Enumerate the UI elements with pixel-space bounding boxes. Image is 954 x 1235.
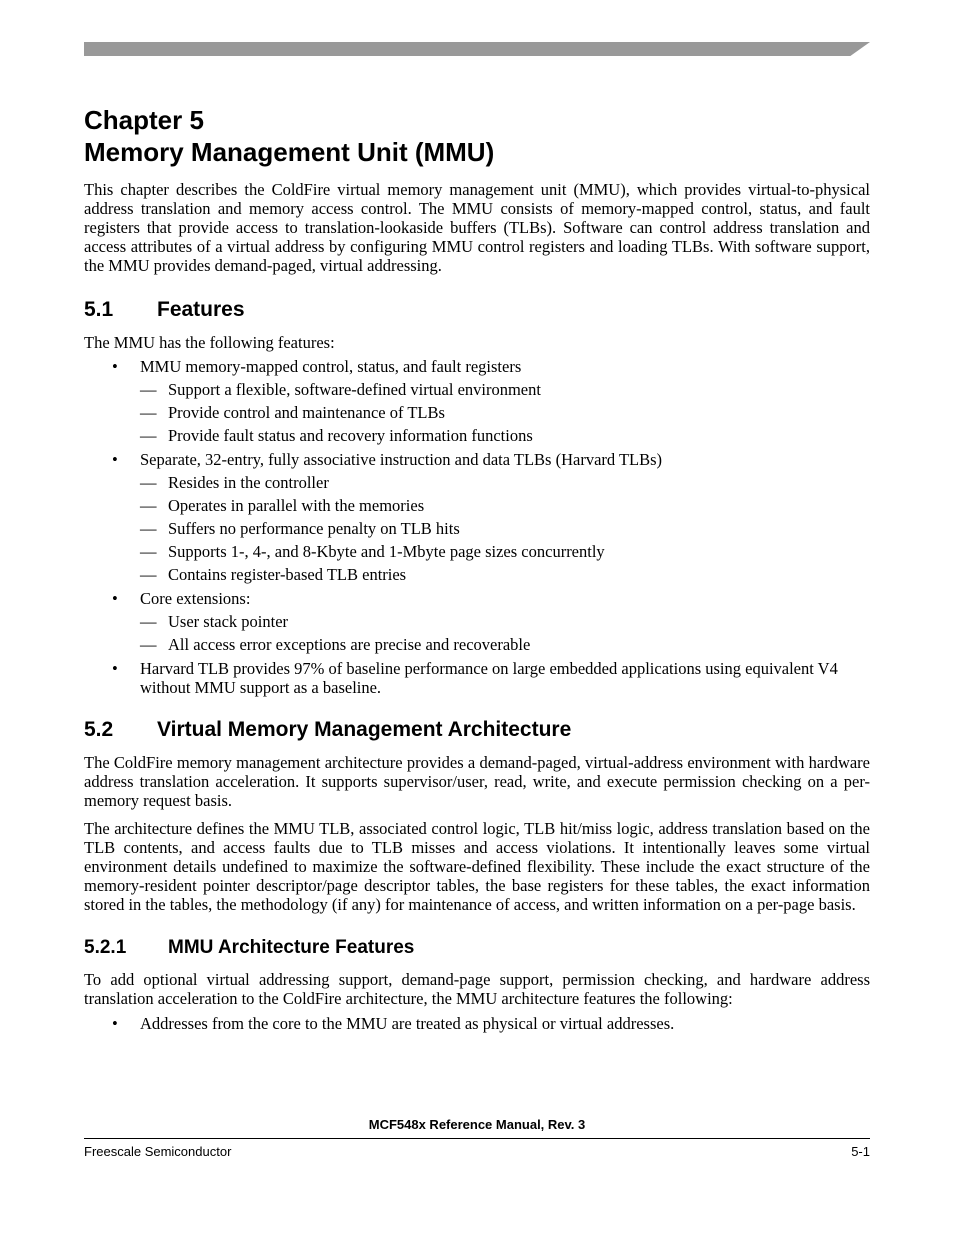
list-item: [84, 357, 870, 445]
section-heading-architecture: [84, 717, 870, 743]
bullet-mark: •: [112, 659, 118, 678]
dash-mark: —: [140, 426, 157, 445]
sub-list-item: [140, 380, 870, 399]
intro-paragraph: This chapter describes the ColdFire virtual memory management unit (MMU), which provides virtual-to-physical address translation and memory access control. The MMU consists of memory-mapped control, status, and fault registers that provide access to translation-lookaside buffers (TLBs). Software can control address translation and access attributes of a virtual address by configuring MMU control registers and loading TLBs. With software support, the MMU provides demand-paged, virtual addressing.: [84, 180, 870, 275]
section-title: Virtual Memory Management Architecture: [157, 718, 572, 741]
chapter-title: [84, 104, 870, 168]
sub-list-item-text: Support a flexible, software-defined virtual environment: [168, 380, 541, 399]
dash-mark: —: [140, 519, 157, 538]
list-item: [84, 450, 870, 584]
list-item-text: MMU memory-mapped control, status, and fault registers: [140, 357, 522, 376]
dash-mark: —: [140, 473, 157, 492]
mmu-features-paragraph: To add optional virtual addressing support, demand-page support, permission checking, and hardware address translation acceleration to the ColdFire architecture, the MMU architecture features the following:: [84, 970, 870, 1008]
list-item-text: Harvard TLB provides 97% of baseline performance on large embedded applications using equivalent V4 without MMU support as a baseline.: [140, 659, 838, 697]
sub-list-item: [140, 565, 870, 584]
bullet-mark: •: [112, 357, 118, 376]
section-heading-features: [84, 297, 870, 323]
sub-list-item: [140, 519, 870, 538]
sub-list-item: [140, 542, 870, 561]
sub-list-item-text: Operates in parallel with the memories: [168, 496, 425, 515]
list-item: [84, 1014, 870, 1033]
features-list: [84, 357, 870, 697]
sub-list-item: [140, 496, 870, 515]
dash-mark: —: [140, 565, 157, 584]
architecture-paragraph-2: The architecture defines the MMU TLB, associated control logic, TLB hit/miss logic, address translation based on the TLB contents, and access faults due to TLB misses and access violations. It intentionally leaves some virtual environment details undefined to maximize the software-defined flexibility. These include the exact structure of the memory-resident pointer descriptor/page descriptor tables, the base registers for these tables, the exact information stored in the tables, the methodology (if any) for maintenance of access, and written information on a per-page basis.: [84, 819, 870, 914]
list-item-text: Addresses from the core to the MMU are treated as physical or virtual addresses.: [140, 1014, 675, 1033]
sub-list-item-text: Supports 1-, 4-, and 8-Kbyte and 1-Mbyte page sizes concurrently: [168, 542, 605, 561]
mmu-feature-list: [84, 1014, 870, 1033]
dash-mark: —: [140, 496, 157, 515]
architecture-paragraph-1: The ColdFire memory management architecture provides a demand-paged, virtual-address environment with hardware address translation acceleration. It supports supervisor/user, read, write, and execute permission checking on a per-memory request basis.: [84, 753, 870, 810]
header-bar: [84, 42, 870, 56]
bullet-mark: •: [112, 1014, 118, 1033]
list-item: [84, 659, 870, 697]
sub-list-item-text: Provide control and maintenance of TLBs: [168, 403, 445, 422]
footer-divider: [84, 1138, 870, 1139]
features-lead: The MMU has the following features:: [84, 333, 335, 352]
list-item: [84, 589, 870, 654]
footer-page-number: 5-1: [851, 1144, 870, 1159]
sub-list-item: [140, 635, 870, 654]
section-number: 5.1: [84, 298, 114, 321]
sub-list: [140, 473, 870, 584]
dash-mark: —: [140, 380, 157, 399]
bullet-mark: •: [112, 589, 118, 608]
sub-list-item-text: Contains register-based TLB entries: [168, 565, 407, 584]
main-content: [84, 104, 870, 1033]
sub-list-item-text: User stack pointer: [168, 612, 289, 631]
sub-list-item-text: Resides in the controller: [168, 473, 329, 492]
sub-list-item: [140, 403, 870, 422]
bullet-mark: •: [112, 450, 118, 469]
sub-list: [140, 612, 870, 654]
dash-mark: —: [140, 403, 157, 422]
list-item-text: Core extensions:: [140, 589, 251, 608]
chapter-number: Chapter 5: [84, 105, 204, 135]
chapter-name: Memory Management Unit (MMU): [84, 137, 495, 167]
dash-mark: —: [140, 542, 157, 561]
subsection-title: MMU Architecture Features: [168, 937, 415, 958]
footer-manual-title: MCF548x Reference Manual, Rev. 3: [368, 1117, 586, 1132]
section-number: 5.2: [84, 718, 114, 741]
section-title: Features: [157, 298, 245, 321]
subsection-heading-mmu-features: [84, 936, 870, 960]
sub-list-item: [140, 426, 870, 445]
sub-list: [140, 380, 870, 445]
dash-mark: —: [140, 612, 157, 631]
footer-company: Freescale Semiconductor: [84, 1144, 232, 1159]
sub-list-item: [140, 612, 870, 631]
sub-list-item-text: Suffers no performance penalty on TLB hits: [168, 519, 460, 538]
sub-list-item-text: Provide fault status and recovery information functions: [168, 426, 533, 445]
sub-list-item-text: All access error exceptions are precise and recoverable: [168, 635, 531, 654]
list-item-text: Separate, 32-entry, fully associative instruction and data TLBs (Harvard TLBs): [140, 450, 663, 469]
dash-mark: —: [140, 635, 157, 654]
subsection-number: 5.2.1: [84, 937, 127, 958]
sub-list-item: [140, 473, 870, 492]
